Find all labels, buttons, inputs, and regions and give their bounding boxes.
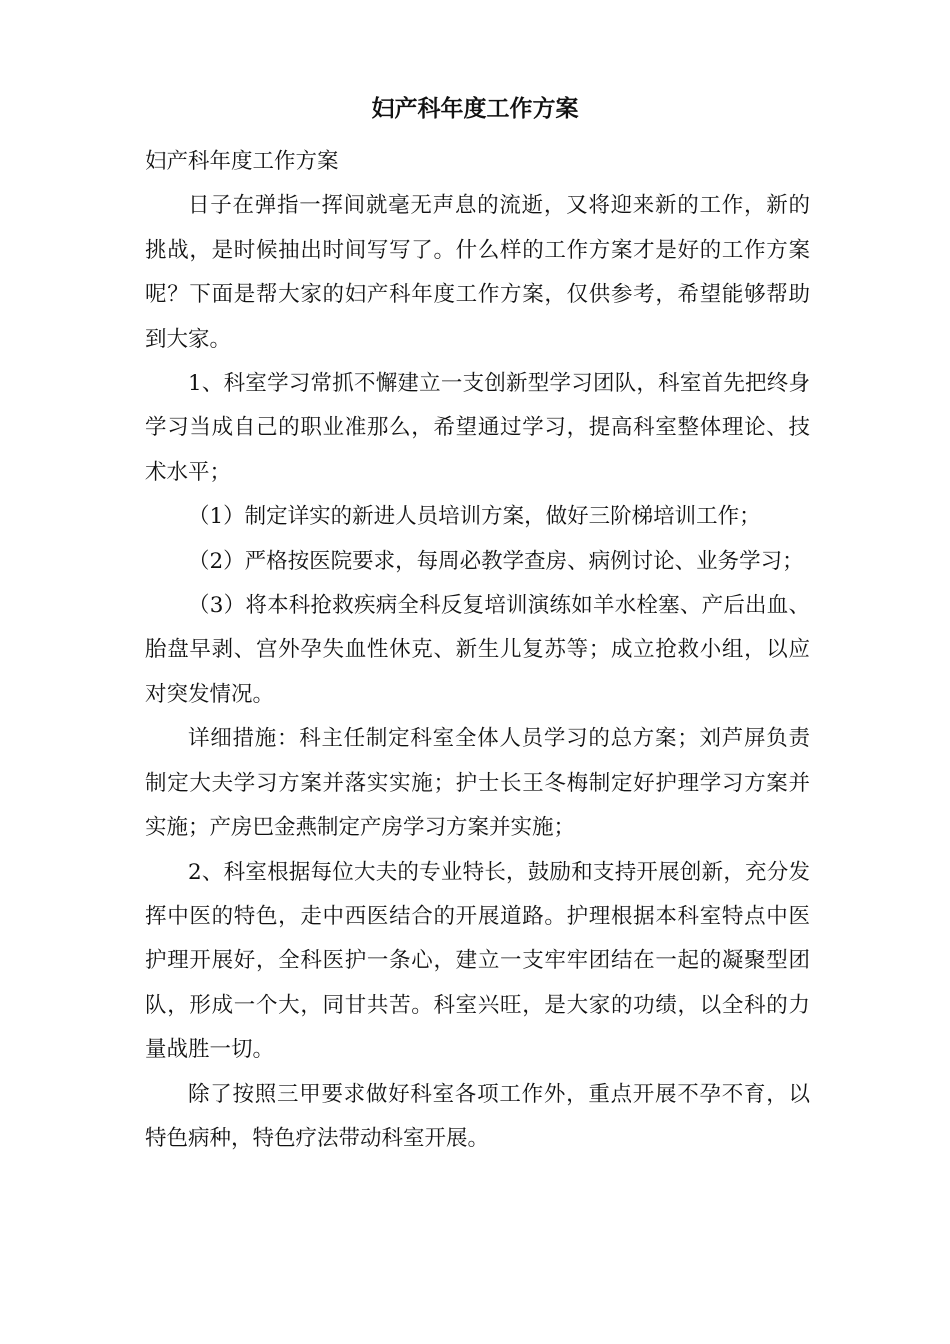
paragraph-subitem-1: （1）制定详实的新进人员培训方案，做好三阶梯培训工作； (188, 504, 761, 530)
document-title: 妇产科年度工作方案 (371, 95, 579, 122)
paragraph-item-1: 1、科室学习常抓不懈建立一支创新型学习团队，科室首先把终身学习当成自己的职业准那么，希望通过学习，提高科室整体理论、技术水平； (145, 371, 810, 485)
document-body (145, 140, 810, 1161)
paragraph-item-2: 2、科室根据每位大夫的专业特长，鼓励和支持开展创新，充分发挥中医的特色，走中西医结合的开展道路。护理根据本科室特点中医护理开展好，全科医护一条心，建立一支牢牢团结在一起的凝聚型团队，形成一个大，同甘共苦。科室兴旺，是大家的功绩，以全科的力量战胜一切。 (145, 859, 810, 1063)
paragraph-measures: 详细措施：科主任制定科室全体人员学习的总方案；刘芦屏负责制定大夫学习方案并落实实施；护士长王冬梅制定好护理学习方案并实施；产房巴金燕制定产房学习方案并实施； (145, 726, 810, 841)
paragraph-closing: 除了按照三甲要求做好科室各项工作外，重点开展不孕不育，以特色病种，特色疗法带动科室开展。 (145, 1081, 810, 1151)
paragraph-heading: 妇产科年度工作方案 (145, 149, 339, 174)
paragraph-subitem-3: （3）将本科抢救疾病全科反复培训演练如羊水栓塞、产后出血、胎盘早剥、宫外孕失血性休克、新生儿复苏等；成立抢救小组，以应对突发情况。 (145, 593, 810, 707)
paragraph-intro: 日子在弹指一挥间就毫无声息的流逝，又将迎来新的工作，新的挑战，是时候抽出时间写写了。什么样的工作方案才是好的工作方案呢？下面是帮大家的妇产科年度工作方案，仅供参考，希望能够帮助到大家。 (145, 193, 810, 352)
paragraph-subitem-2: （2）严格按医院要求，每周必教学查房、病例讨论、业务学习； (188, 548, 804, 574)
